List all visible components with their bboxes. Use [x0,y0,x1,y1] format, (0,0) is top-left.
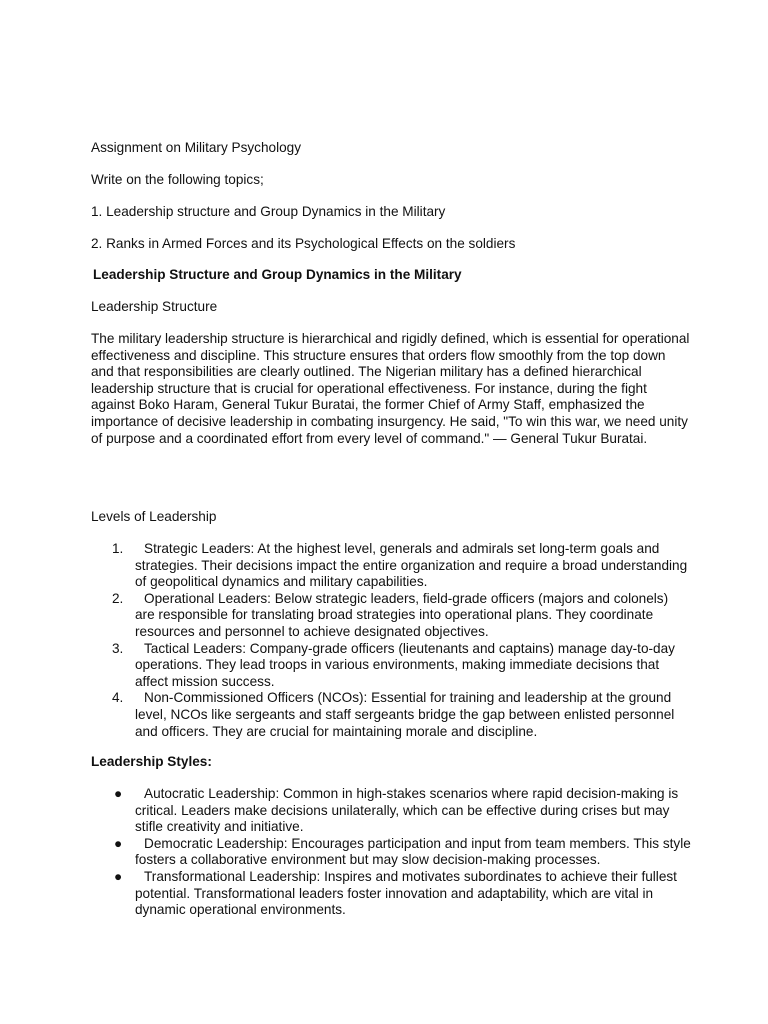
list-item-text: Democratic Leadership: Encourages participation and input from team members. This style fosters a collaborative environment but may slow decision-making processes. [135,835,691,868]
bullet-icon: ● [114,835,123,851]
subsection-title: Leadership Structure [91,299,218,314]
topic-item: 1. Leadership structure and Group Dynamics in the Military [91,204,446,219]
styles-title: Leadership Styles: [91,754,212,769]
list-item [91,786,691,836]
list-item [91,836,691,869]
list-number: 3. [112,640,124,656]
topic-item: 2. Ranks in Armed Forces and its Psychological Effects on the soldiers [91,236,516,251]
body-paragraph: The military leadership structure is hierarchical and rigidly defined, which is essential for operational effectiveness and discipline. This structure ensures that orders flow smoothly from the top down and that responsibilities are clearly outlined. The Nigerian military has a defined hierarchical leadership structure that is crucial for operational effectiveness. For instance, during the fight against Boko Haram, General Tukur Buratai, the former Chief of Army Staff, emphasized the importance of decisive leadership in combating insurgency. He said, "To win this war, we need unity of purpose and a coordinated effort from every level of command." — General Tukur Buratai. [91,331,690,446]
list-item-text: Autocratic Leadership: Common in high-stakes scenarios where rapid decision-making is critical. Leaders make decisions unilaterally, which can be effective during crises but may stifle creativity and initiative. [135,786,679,835]
bullet-icon: ● [114,786,123,801]
section-title: Leadership Structure and Group Dynamics in the Military [93,267,462,282]
list-item [91,690,691,740]
list-number: 2. [112,590,124,606]
list-number: 4. [112,690,124,706]
list-item-text: Strategic Leaders: At the highest level, generals and admirals set long-term goals and strategies. Their decisions impact the entire organization and require a broad understanding of geopolitical dynamics and military capabilities. [135,541,688,590]
bullet-icon: ● [114,868,123,884]
list-item-text: Transformational Leadership: Inspires and motivates subordinates to achieve their fullest potential. Transformational leaders foster innovation and adaptability, which are vital in dynamic operational environments. [135,868,677,918]
list-item [91,869,691,919]
levels-list [91,541,691,740]
list-item [91,541,691,591]
list-item [91,591,691,641]
list-item [91,641,691,691]
assignment-heading: Assignment on Military Psychology [91,140,302,155]
styles-list [91,786,691,919]
list-item-text: Tactical Leaders: Company-grade officers (lieutenants and captains) manage day-to-day operations. They lead troops in various environments, making immediate decisions that affect mission success. [135,640,675,689]
list-item-text: Operational Leaders: Below strategic leaders, field-grade officers (majors and colonels) are responsible for translating broad strategies into operational plans. They coordinate resources and personnel to achieve designated objectives. [135,590,669,639]
levels-title: Levels of Leadership [91,509,217,524]
list-number: 1. [112,541,124,556]
intro-line: Write on the following topics; [91,172,264,187]
list-item-text: Non-Commissioned Officers (NCOs): Essential for training and leadership at the ground level, NCOs like sergeants and staff sergeants bridge the gap between enlisted personnel and officers. They are crucial for maintaining morale and discipline. [135,690,675,739]
